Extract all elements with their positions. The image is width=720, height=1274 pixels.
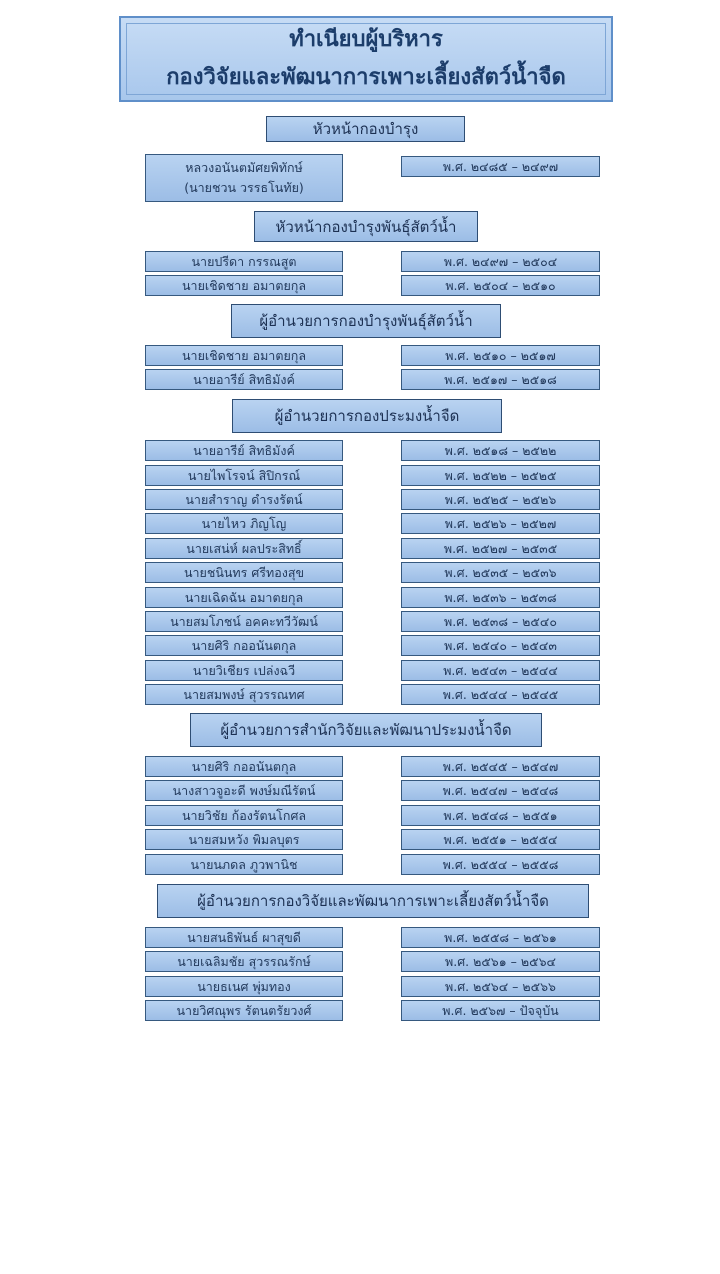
entry-name: นายอารีย์ สิทธิมังค์ xyxy=(145,369,343,390)
entry-name: นายไหว ภิญโญ xyxy=(145,513,343,534)
entry-period: พ.ศ. ๒๕๐๔ – ๒๕๑๐ xyxy=(401,275,600,296)
entry-name: นายธเนศ พุ่มทอง xyxy=(145,976,343,997)
entry-name: นายนภดล ภูวพานิช xyxy=(145,854,343,875)
entry-period: พ.ศ. ๒๕๔๕ – ๒๕๔๗ xyxy=(401,756,600,777)
entry-name: นายชนินทร ศรีทองสุข xyxy=(145,562,343,583)
entry-name: นายวิชัย ก้องรัตนโกศล xyxy=(145,805,343,826)
entry-name: นายสนธิพันธ์ ผาสุขดี xyxy=(145,927,343,948)
entry-name: นายอารีย์ สิทธิมังค์ xyxy=(145,440,343,461)
entry-name: นางสาวจูอะดี พงษ์มณีรัตน์ xyxy=(145,780,343,801)
entry-period: พ.ศ. ๒๕๒๗ – ๒๕๓๕ xyxy=(401,538,600,559)
entry-period: พ.ศ. ๒๕๑๘ – ๒๕๒๒ xyxy=(401,440,600,461)
entry-name: นายเสน่ห์ ผลประสิทธิ์ xyxy=(145,538,343,559)
section-heading: หัวหน้ากองบำรุงพันธุ์สัตว์น้ำ xyxy=(254,211,478,242)
entry-period: พ.ศ. ๒๕๔๔ – ๒๕๔๕ xyxy=(401,684,600,705)
entry-period: พ.ศ. ๒๕๓๘ – ๒๕๔๐ xyxy=(401,611,600,632)
entry-name: นายวิศณุพร รัตนตรัยวงศ์ xyxy=(145,1000,343,1021)
entry-name: นายสมหวัง พิมลบุตร xyxy=(145,829,343,850)
entry-period: พ.ศ. ๒๕๔๗ – ๒๕๔๘ xyxy=(401,780,600,801)
entry-name: นายเฉิดฉัน อมาตยกุล xyxy=(145,587,343,608)
section-heading: ผู้อำนวยการกองประมงน้ำจืด xyxy=(232,399,502,433)
entry-period: พ.ศ. ๒๕๒๖ – ๒๕๒๗ xyxy=(401,513,600,534)
entry-period: พ.ศ. ๒๕๑๗ – ๒๕๑๘ xyxy=(401,369,600,390)
entry-name: นายเฉลิมชัย สุวรรณรักษ์ xyxy=(145,951,343,972)
entry-name: นายสมโภชน์ อคคะทวีวัฒน์ xyxy=(145,611,343,632)
entry-period: พ.ศ. ๒๕๕๑ – ๒๕๕๔ xyxy=(401,829,600,850)
entry-period: พ.ศ. ๒๕๕๘ – ๒๕๖๑ xyxy=(401,927,600,948)
entry-period: พ.ศ. ๒๕๖๗ – ปัจจุบัน xyxy=(401,1000,600,1021)
entry-name: นายวิเชียร เปล่งฉวี xyxy=(145,660,343,681)
entry-period: พ.ศ. ๒๔๙๗ – ๒๕๐๔ xyxy=(401,251,600,272)
entry-name: นายไพโรจน์ สิปิกรณ์ xyxy=(145,465,343,486)
entry-name: นายศิริ กออนันตกุล xyxy=(145,756,343,777)
entry-name: นายสำราญ ดำรงรัตน์ xyxy=(145,489,343,510)
section-heading: หัวหน้ากองบำรุง xyxy=(266,116,465,142)
entry-period: พ.ศ. ๒๕๔๐ – ๒๕๔๓ xyxy=(401,635,600,656)
entry-name: นายสมพงษ์ สุวรรณทศ xyxy=(145,684,343,705)
entry-period: พ.ศ. ๒๔๘๕ – ๒๔๙๗ xyxy=(401,156,600,177)
entry-name-real: (นายชวน วรรธโนทัย) xyxy=(184,180,304,195)
entry-name: นายเชิดชาย อมาตยกุล xyxy=(145,345,343,366)
entry-name: นายศิริ กออนันตกุล xyxy=(145,635,343,656)
section-heading: ผู้อำนวยการสำนักวิจัยและพัฒนาประมงน้ำจืด xyxy=(190,713,542,747)
page-title-banner xyxy=(119,16,613,102)
entry-period: พ.ศ. ๒๕๒๕ – ๒๕๒๖ xyxy=(401,489,600,510)
entry-name: นายเชิดชาย อมาตยกุล xyxy=(145,275,343,296)
entry-name-title: หลวงอนันตมัศยพิทักษ์ xyxy=(185,160,303,175)
entry-period: พ.ศ. ๒๕๖๑ – ๒๕๖๔ xyxy=(401,951,600,972)
entry-period: พ.ศ. ๒๕๒๒ – ๒๕๒๕ xyxy=(401,465,600,486)
entry-period: พ.ศ. ๒๕๓๕ – ๒๕๓๖ xyxy=(401,562,600,583)
entry-period: พ.ศ. ๒๕๔๓ – ๒๕๔๔ xyxy=(401,660,600,681)
entry-name: นายปรีดา กรรณสูต xyxy=(145,251,343,272)
entry-period: พ.ศ. ๒๕๖๔ – ๒๕๖๖ xyxy=(401,976,600,997)
section-heading: ผู้อำนวยการกองวิจัยและพัฒนาการเพาะเลี้ยงสัตว์น้ำจืด xyxy=(157,884,589,918)
entry-period: พ.ศ. ๒๕๓๖ – ๒๕๓๘ xyxy=(401,587,600,608)
page-title-line-2: กองวิจัยและพัฒนาการเพาะเลี้ยงสัตว์น้ำจืด xyxy=(166,65,566,90)
entry-period: พ.ศ. ๒๕๑๐ – ๒๕๑๗ xyxy=(401,345,600,366)
entry-name xyxy=(145,154,343,202)
section-heading: ผู้อำนวยการกองบำรุงพันธุ์สัตว์น้ำ xyxy=(231,304,501,338)
entry-period: พ.ศ. ๒๕๕๔ – ๒๕๕๘ xyxy=(401,854,600,875)
page-title-line-1: ทำเนียบผู้บริหาร xyxy=(289,27,443,52)
entry-period: พ.ศ. ๒๕๔๘ – ๒๕๕๑ xyxy=(401,805,600,826)
